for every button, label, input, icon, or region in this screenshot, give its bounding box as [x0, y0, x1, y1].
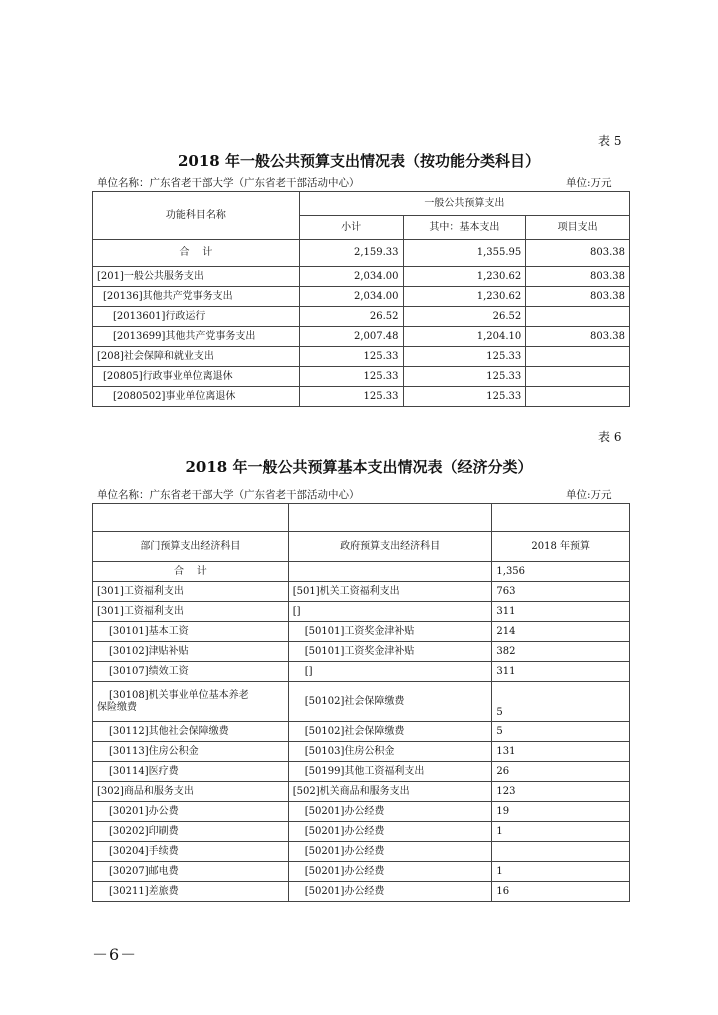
row-dept: [30107]绩效工资 [93, 662, 289, 682]
row-subtotal: 125.33 [299, 387, 403, 407]
row-subtotal: 2,007.48 [299, 327, 403, 347]
row-dept: [30112]其他社会保障缴费 [93, 722, 289, 742]
row-gov [288, 562, 492, 582]
row-basic: 125.33 [403, 347, 526, 367]
row-dept: [30201]办公费 [93, 802, 289, 822]
row-subtotal: 26.52 [299, 307, 403, 327]
header-gov: 政府预算支出经济科目 [288, 532, 492, 562]
row-name: [201]一般公共服务支出 [93, 267, 300, 287]
row-gov: [50201]办公经费 [288, 842, 492, 862]
table-row [93, 562, 630, 582]
row-dept: [302]商品和服务支出 [93, 782, 289, 802]
table6-unit-name: 单位名称：广东省老干部大学（广东省老干部活动中心） [97, 489, 360, 501]
row-name: [208]社会保障和就业支出 [93, 347, 300, 367]
row-gov: [50199]其他工资福利支出 [288, 762, 492, 782]
row-project [526, 387, 630, 407]
row-budget: 26 [492, 762, 630, 782]
table-row [93, 347, 630, 367]
row-dept-line2: 保险缴费 [97, 701, 137, 713]
row-project [526, 347, 630, 367]
table6 [92, 503, 630, 902]
table-row [93, 842, 630, 862]
row-subtotal: 125.33 [299, 347, 403, 367]
row-dept-multiline [93, 682, 289, 722]
row-basic: 1,355.95 [403, 240, 526, 267]
table-row [93, 602, 630, 622]
table6-label: 表 6 [598, 430, 622, 444]
table5-unit: 单位:万元 [566, 177, 612, 189]
row-name: [2013699]其他共产党事务支出 [93, 327, 300, 347]
header-subtotal: 小计 [299, 216, 403, 240]
row-basic: 125.33 [403, 367, 526, 387]
page-number: －6－ [92, 945, 138, 964]
table6-unit: 单位:万元 [566, 489, 612, 501]
row-name: [20136]其他共产党事务支出 [93, 287, 300, 307]
row-name: [2080502]事业单位离退休 [93, 387, 300, 407]
row-budget: 311 [492, 602, 630, 622]
row-gov: [50201]办公经费 [288, 882, 492, 902]
row-subtotal: 2,159.33 [299, 240, 403, 267]
table-row [93, 287, 630, 307]
row-budget: 1 [492, 862, 630, 882]
table-row [93, 240, 630, 267]
row-gov: [] [288, 602, 492, 622]
table-row [93, 782, 630, 802]
row-subtotal: 2,034.00 [299, 287, 403, 307]
table5-label: 表 5 [598, 134, 622, 148]
row-dept: [30204]手续费 [93, 842, 289, 862]
table-row [93, 307, 630, 327]
row-budget: 1 [492, 822, 630, 842]
row-basic: 1,230.62 [403, 267, 526, 287]
row-project: 803.38 [526, 267, 630, 287]
table5-title: 2018 年一般公共预算支出情况表（按功能分类科目） [178, 152, 540, 170]
table-row [93, 642, 630, 662]
row-subtotal: 2,034.00 [299, 267, 403, 287]
row-budget: 16 [492, 882, 630, 902]
row-dept: [30113]住房公积金 [93, 742, 289, 762]
row-budget: 311 [492, 662, 630, 682]
table-row [93, 822, 630, 842]
row-project: 803.38 [526, 327, 630, 347]
row-gov: [50101]工资奖金津补贴 [288, 622, 492, 642]
header-dept: 部门预算支出经济科目 [93, 532, 289, 562]
row-name: [20805]行政事业单位离退休 [93, 367, 300, 387]
table-row [93, 722, 630, 742]
table-row [93, 367, 630, 387]
row-gov: [50103]住房公积金 [288, 742, 492, 762]
table-row [93, 662, 630, 682]
table-row [93, 582, 630, 602]
row-basic: 26.52 [403, 307, 526, 327]
table-row [93, 862, 630, 882]
header-project: 项目支出 [526, 216, 630, 240]
table-row [93, 802, 630, 822]
row-project: 803.38 [526, 240, 630, 267]
row-name: 合 计 [93, 240, 300, 267]
table-row [93, 327, 630, 347]
table-row [93, 682, 630, 722]
row-budget: 763 [492, 582, 630, 602]
row-dept: [30202]印刷费 [93, 822, 289, 842]
row-subtotal: 125.33 [299, 367, 403, 387]
row-gov: [50102]社会保障缴费 [288, 682, 492, 722]
header-func-name: 功能科目名称 [93, 192, 300, 240]
row-dept: [30114]医疗费 [93, 762, 289, 782]
row-budget: 1,356 [492, 562, 630, 582]
row-budget: 5 [492, 722, 630, 742]
row-dept: [301]工资福利支出 [93, 582, 289, 602]
row-gov: [501]机关工资福利支出 [288, 582, 492, 602]
header-budget: 2018 年预算 [492, 532, 630, 562]
table-row [93, 622, 630, 642]
row-dept-line1: [30108]机关事业单位基本养老 [109, 689, 249, 701]
row-gov: [50102]社会保障缴费 [288, 722, 492, 742]
table-row [93, 267, 630, 287]
table5 [92, 191, 630, 407]
table-row [93, 742, 630, 762]
row-basic: 1,230.62 [403, 287, 526, 307]
row-project [526, 367, 630, 387]
table6-title: 2018 年一般公共预算基本支出情况表（经济分类） [185, 458, 533, 476]
row-budget: 131 [492, 742, 630, 762]
table-row [93, 762, 630, 782]
table-row [93, 882, 630, 902]
row-basic: 1,204.10 [403, 327, 526, 347]
row-dept: [30207]邮电费 [93, 862, 289, 882]
row-basic: 125.33 [403, 387, 526, 407]
header-group: 一般公共预算支出 [299, 192, 629, 216]
row-budget: 214 [492, 622, 630, 642]
table5-unit-name: 单位名称：广东省老干部大学（广东省老干部活动中心） [97, 177, 360, 189]
row-gov: [50201]办公经费 [288, 862, 492, 882]
row-project: 803.38 [526, 287, 630, 307]
row-budget: 123 [492, 782, 630, 802]
table-row [93, 387, 630, 407]
row-gov: [50101]工资奖金津补贴 [288, 642, 492, 662]
row-dept: [30211]差旅费 [93, 882, 289, 902]
row-dept: [30102]津贴补贴 [93, 642, 289, 662]
row-gov: [] [288, 662, 492, 682]
row-dept: [30101]基本工资 [93, 622, 289, 642]
row-gov: [50201]办公经费 [288, 822, 492, 842]
row-budget [492, 842, 630, 862]
row-dept: [301]工资福利支出 [93, 602, 289, 622]
row-gov: [502]机关商品和服务支出 [288, 782, 492, 802]
row-gov: [50201]办公经费 [288, 802, 492, 822]
row-budget: 5 [492, 682, 630, 722]
row-budget: 382 [492, 642, 630, 662]
row-project [526, 307, 630, 327]
row-budget: 19 [492, 802, 630, 822]
row-name: [2013601]行政运行 [93, 307, 300, 327]
row-dept: 合 计 [93, 562, 289, 582]
header-basic: 其中：基本支出 [403, 216, 526, 240]
